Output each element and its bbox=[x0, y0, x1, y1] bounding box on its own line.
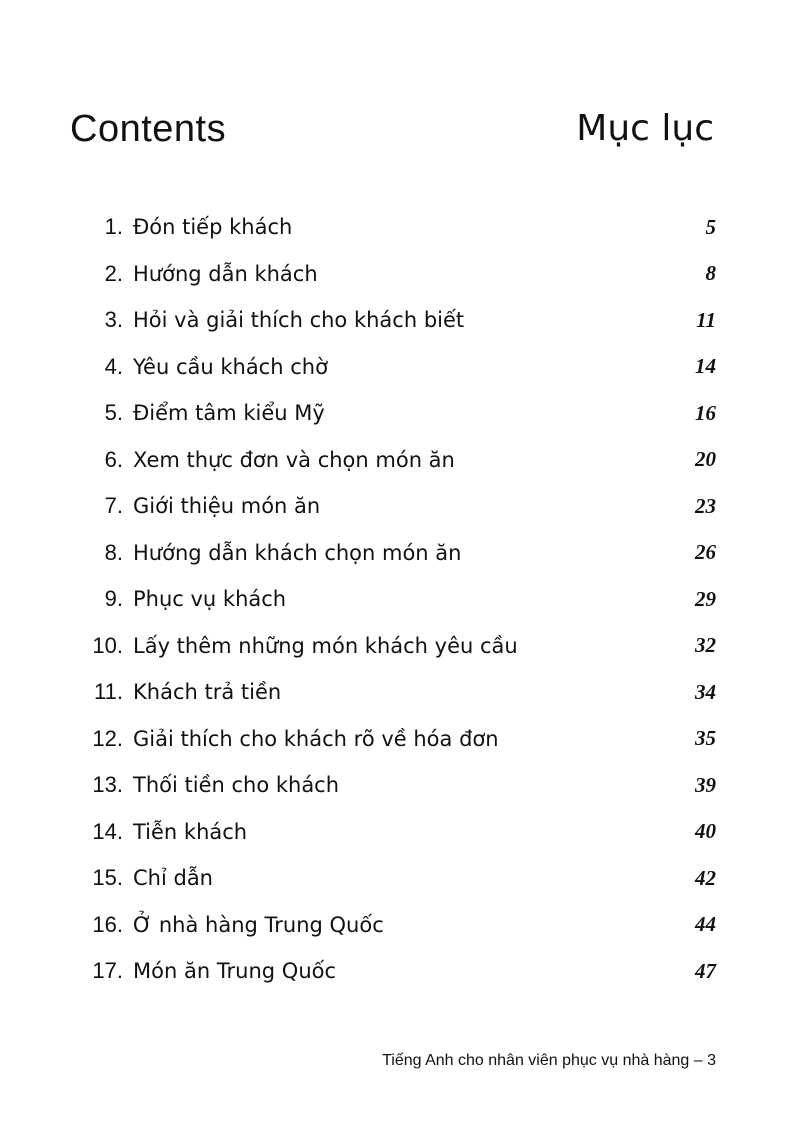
toc-entry-page: 8 bbox=[705, 261, 716, 286]
toc-entry-number: 13. bbox=[92, 772, 123, 798]
toc-entry-page: 42 bbox=[695, 865, 716, 890]
toc-entry-title: Hướng dẫn khách chọn món ăn bbox=[133, 540, 462, 565]
toc-entry-title: Hỏi và giải thích cho khách biết bbox=[133, 308, 465, 333]
toc-entry[interactable] bbox=[76, 948, 716, 995]
toc-entry-number: 16. bbox=[92, 911, 123, 937]
toc-entry-number: 1. bbox=[104, 214, 123, 240]
toc-entry-page: 44 bbox=[695, 912, 716, 937]
toc-entry-title: Lấy thêm những món khách yêu cầu bbox=[133, 633, 518, 658]
toc-entry[interactable] bbox=[76, 344, 716, 391]
toc-entry-number: 8. bbox=[104, 539, 123, 565]
toc-entry[interactable] bbox=[76, 530, 716, 577]
toc-entry-number: 10. bbox=[92, 632, 123, 658]
toc-entry-page: 11 bbox=[696, 307, 716, 332]
toc-entry-number: 3. bbox=[104, 307, 123, 333]
toc-entry-page: 34 bbox=[695, 679, 716, 704]
toc-entry[interactable] bbox=[76, 669, 716, 716]
toc-entry-title: Thối tiền cho khách bbox=[133, 773, 340, 798]
toc-entry-title: Chỉ dẫn bbox=[133, 866, 213, 891]
toc-entry[interactable] bbox=[76, 762, 716, 809]
toc-entry-title: Yêu cầu khách chờ bbox=[133, 354, 328, 379]
toc-entry-number: 2. bbox=[104, 260, 123, 286]
toc-entry-page: 20 bbox=[695, 447, 716, 472]
toc-entry-title: Ở nhà hàng Trung Quốc bbox=[133, 912, 384, 937]
toc-entry-page: 5 bbox=[705, 214, 716, 239]
toc-entry-title: Món ăn Trung Quốc bbox=[133, 959, 337, 984]
toc-entry-title: Đón tiếp khách bbox=[133, 215, 293, 240]
toc-entry-page: 14 bbox=[695, 354, 716, 379]
toc-entry-page: 32 bbox=[695, 633, 716, 658]
toc-entry-page: 47 bbox=[695, 958, 716, 983]
toc-entry[interactable] bbox=[76, 716, 716, 763]
toc-entry-number: 11. bbox=[94, 679, 123, 705]
toc-entry[interactable] bbox=[76, 809, 716, 856]
toc-entry-title: Phục vụ khách bbox=[133, 587, 287, 612]
toc-entry-title: Giới thiệu món ăn bbox=[133, 494, 321, 519]
toc-entry-page: 16 bbox=[695, 400, 716, 425]
toc-entry[interactable] bbox=[76, 902, 716, 949]
toc-entry-page: 29 bbox=[695, 586, 716, 611]
toc-entry-number: 6. bbox=[104, 446, 123, 472]
toc-entry-title: Hướng dẫn khách bbox=[133, 261, 318, 286]
toc-entry-number: 12. bbox=[92, 725, 123, 751]
toc-entry-number: 5. bbox=[104, 400, 123, 426]
muc-luc-heading: Mục lục bbox=[576, 108, 714, 149]
toc-entry[interactable] bbox=[76, 204, 716, 251]
contents-heading: Contents bbox=[70, 108, 227, 150]
toc-entry-page: 35 bbox=[695, 726, 716, 751]
toc-entry[interactable] bbox=[76, 251, 716, 298]
toc-entry-page: 39 bbox=[695, 772, 716, 797]
toc-entry-number: 7. bbox=[104, 493, 123, 519]
toc-entry-title: Giải thích cho khách rõ về hóa đơn bbox=[133, 726, 499, 751]
toc-entry[interactable] bbox=[76, 576, 716, 623]
toc-entry[interactable] bbox=[76, 437, 716, 484]
toc-entry-number: 14. bbox=[92, 818, 123, 844]
toc-entry-number: 15. bbox=[92, 865, 123, 891]
toc-entry-number: 4. bbox=[104, 353, 123, 379]
toc-entry-title: Điểm tâm kiểu Mỹ bbox=[133, 401, 325, 426]
toc-entry-number: 9. bbox=[104, 586, 123, 612]
toc-entry-title: Xem thực đơn và chọn món ăn bbox=[133, 447, 455, 472]
table-of-contents bbox=[76, 204, 716, 995]
toc-entry[interactable] bbox=[76, 390, 716, 437]
toc-entry-page: 23 bbox=[695, 493, 716, 518]
toc-entry-number: 17. bbox=[92, 958, 123, 984]
page-footer: Tiếng Anh cho nhân viên phục vụ nhà hàng – 3 bbox=[382, 1052, 716, 1069]
toc-entry-page: 26 bbox=[695, 540, 716, 565]
toc-entry-title: Khách trả tiền bbox=[133, 680, 282, 705]
toc-entry[interactable] bbox=[76, 623, 716, 670]
toc-entry-page: 40 bbox=[695, 819, 716, 844]
toc-entry-title: Tiễn khách bbox=[133, 819, 248, 844]
toc-entry[interactable] bbox=[76, 483, 716, 530]
toc-entry[interactable] bbox=[76, 297, 716, 344]
toc-entry[interactable] bbox=[76, 855, 716, 902]
